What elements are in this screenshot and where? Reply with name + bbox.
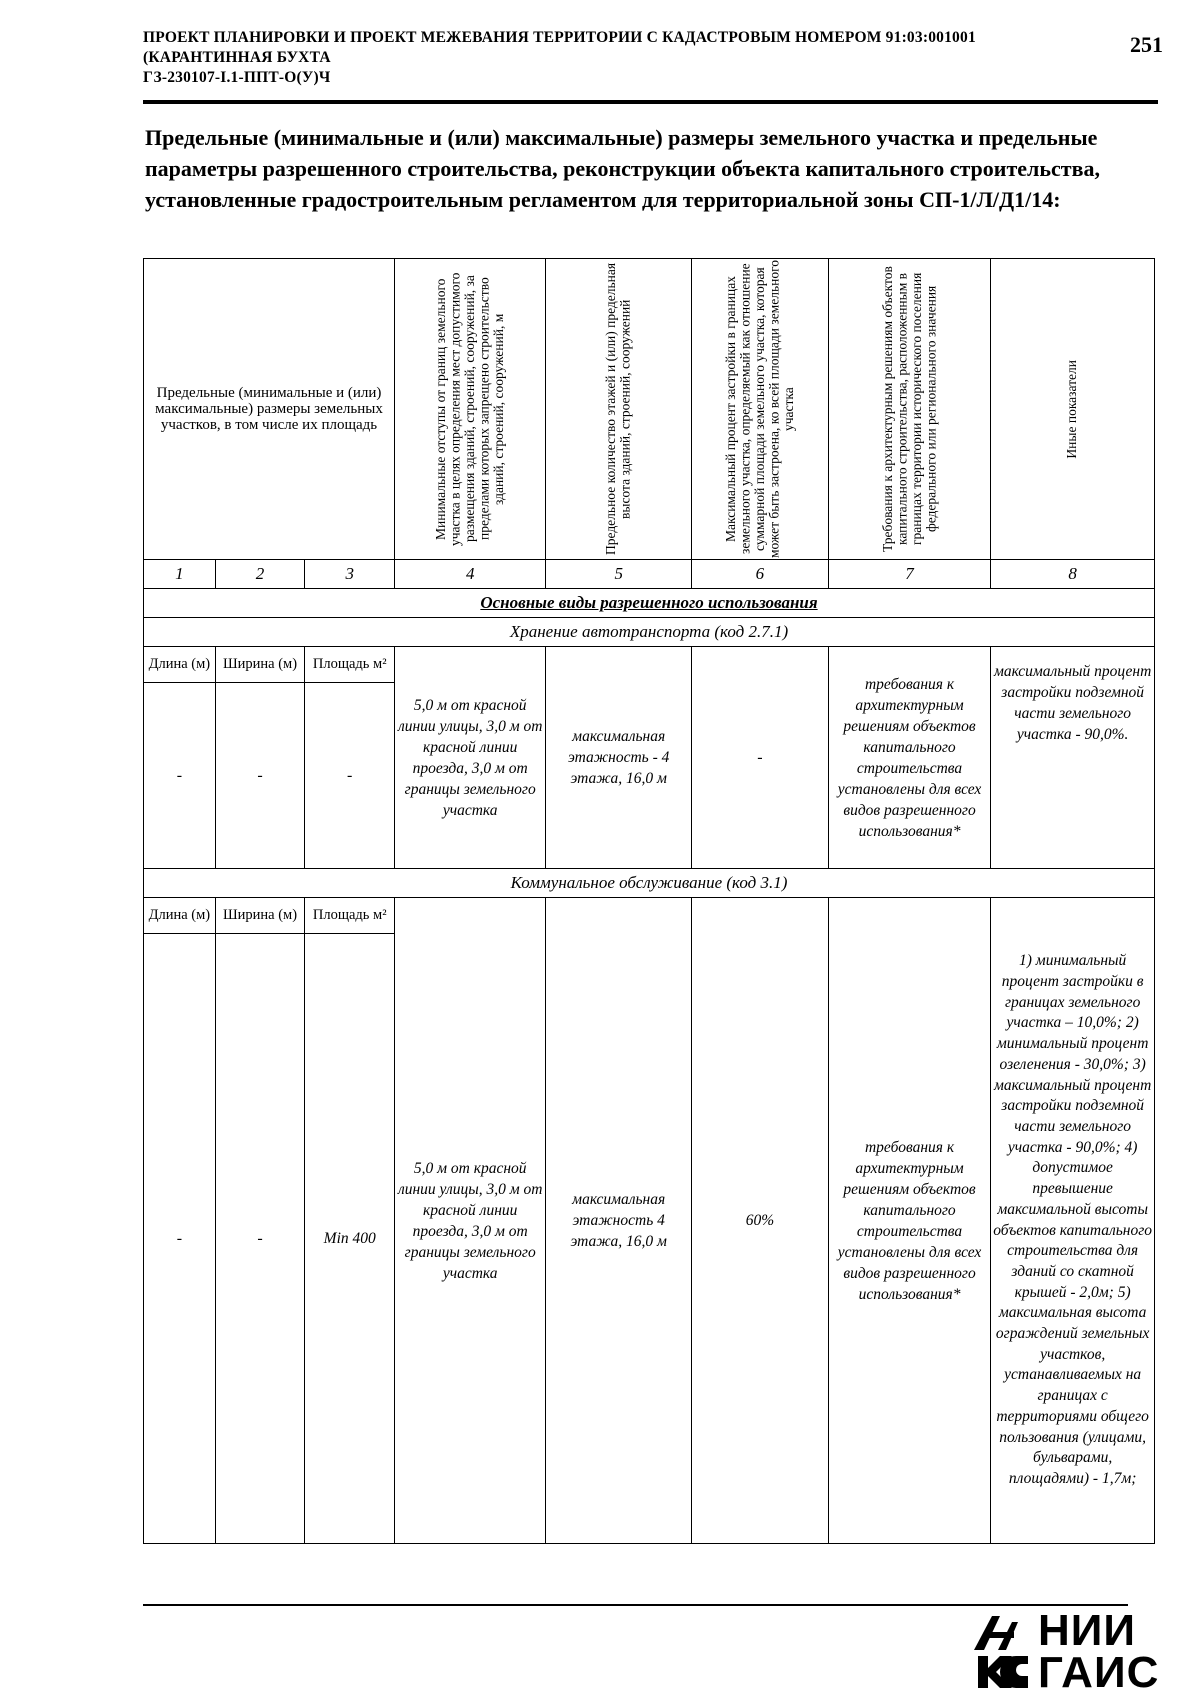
column-number-row	[144, 560, 1155, 589]
logo-text-line1: НИИ	[1038, 1606, 1137, 1655]
col-num: 7	[828, 560, 991, 589]
group1-title: Хранение автотранспорта (код 2.7.1)	[144, 618, 1155, 647]
group1-floors: максимальная этажность - 4 этажа, 16,0 м	[546, 647, 692, 869]
header-floors: Предельное количество этажей и (или) предельная высота зданий, строений, сооружений	[546, 259, 692, 560]
group2-title: Коммунальное обслуживание (код 3.1)	[144, 869, 1155, 898]
group2-architecture: требования к архитектурным решениям объектов капитального строительства установлены для всех видов разрешенного использования*	[828, 898, 991, 1544]
col-num: 2	[215, 560, 305, 589]
document-header	[143, 28, 1073, 88]
footer-rule	[143, 1604, 1128, 1606]
header-coverage: Максимальный процент застройки в границах земельного участка, определяемый как отношение суммарной площади земельного участка, которая может быть застроена, ко всей площади земельного участка	[692, 259, 829, 560]
group2-other: 1) минимальный процент застройки в границах земельного участка – 10,0%; 2) минимальный процент озеленения - 30,0%; 3) максимальный процент застройки подземной части земельного участка - 90,0%; 4) допустимое превышение максимальной высоты объектов капитального строительства для зданий со скатной крышей - 2,0м; 5) максимальная высота ограждений земельных участков, устанавливаемых на границах с территориями общего пользования (улицами, бульварами, площадями) - 1,7м;	[991, 898, 1155, 1544]
col-num: 6	[692, 560, 829, 589]
dim-width-label: Ширина (м)	[215, 647, 305, 683]
group2-floors: максимальная этажность 4 этажа, 16,0 м	[546, 898, 692, 1544]
header-architecture: Требования к архитектурным решениям объектов капитального строительства, расположенным в границах территории исторического поселения федерального или регионального значения	[828, 259, 991, 560]
group2-area: Min 400	[305, 934, 395, 1544]
logo-mark-icon	[970, 1612, 1030, 1690]
dim-width-label: Ширина (м)	[215, 898, 305, 934]
dim-length-label: Длина (м)	[144, 898, 216, 934]
page-number: 251	[1130, 32, 1163, 57]
group1-other: максимальный процент застройки подземной части земельного участка - 90,0%.	[991, 647, 1155, 869]
logo-text-line2: ГАИС	[1038, 1648, 1160, 1697]
header-line-3: ГЗ-230107-I.1-ППТ-О(У)Ч	[143, 69, 331, 86]
group1-dims-row	[144, 647, 1155, 683]
group1-setbacks: 5,0 м от красной линии улицы, 3,0 м от красной линии проезда, 3,0 м от границы земельного участка	[395, 647, 546, 869]
dim-area-label: Площадь м²	[305, 898, 395, 934]
group2-coverage: 60%	[692, 898, 829, 1544]
col-num: 1	[144, 560, 216, 589]
header-line-1: ПРОЕКТ ПЛАНИРОВКИ И ПРОЕКТ МЕЖЕВАНИЯ ТЕРРИТОРИИ С КАДАСТРОВЫМ НОМЕРОМ 91:03:001001	[143, 29, 976, 46]
group2-width: -	[215, 934, 305, 1544]
group1-architecture: требования к архитектурным решениям объектов капитального строительства установлены для всех видов разрешенного использования*	[828, 647, 991, 869]
header-line-2: (КАРАНТИННАЯ БУХТА	[143, 49, 331, 66]
group2-length: -	[144, 934, 216, 1544]
header-dimensions: Предельные (минимальные и (или) максимальные) размеры земельных участков, в том числе их площадь	[144, 259, 395, 560]
dim-length-label: Длина (м)	[144, 647, 216, 683]
group2-setbacks: 5,0 м от красной линии улицы, 3,0 м от красной линии проезда, 3,0 м от границы земельного участка	[395, 898, 546, 1544]
col-num: 8	[991, 560, 1155, 589]
group2-dims-row	[144, 898, 1155, 934]
group1-width: -	[215, 683, 305, 869]
header-rule	[143, 100, 1158, 104]
group1-length: -	[144, 683, 216, 869]
dim-area-label: Площадь м²	[305, 647, 395, 683]
col-num: 5	[546, 560, 692, 589]
group1-area: -	[305, 683, 395, 869]
col-num: 4	[395, 560, 546, 589]
col-num: 3	[305, 560, 395, 589]
regulation-table	[143, 258, 1155, 1544]
nii-gais-logo	[970, 1606, 1160, 1697]
header-setbacks: Минимальные отступы от границ земельного участка в целях определения мест допустимого размещения зданий, строений, сооружений, за пределами которых запрещено строительство зданий, строений, сооружений, м	[395, 259, 546, 560]
page-title: Предельные (минимальные и (или) максимальные) размеры земельного участка и предельные параметры разрешенного строительства, реконструкции объекта капитального строительства, установленные градостроительным регламентом для территориальной зоны СП-1/Л/Д1/14:	[145, 125, 1100, 212]
group1-coverage: -	[692, 647, 829, 869]
header-row	[144, 259, 1155, 560]
header-other: Иные показатели	[991, 259, 1155, 560]
section-main-uses: Основные виды разрешенного использования	[144, 589, 1155, 618]
